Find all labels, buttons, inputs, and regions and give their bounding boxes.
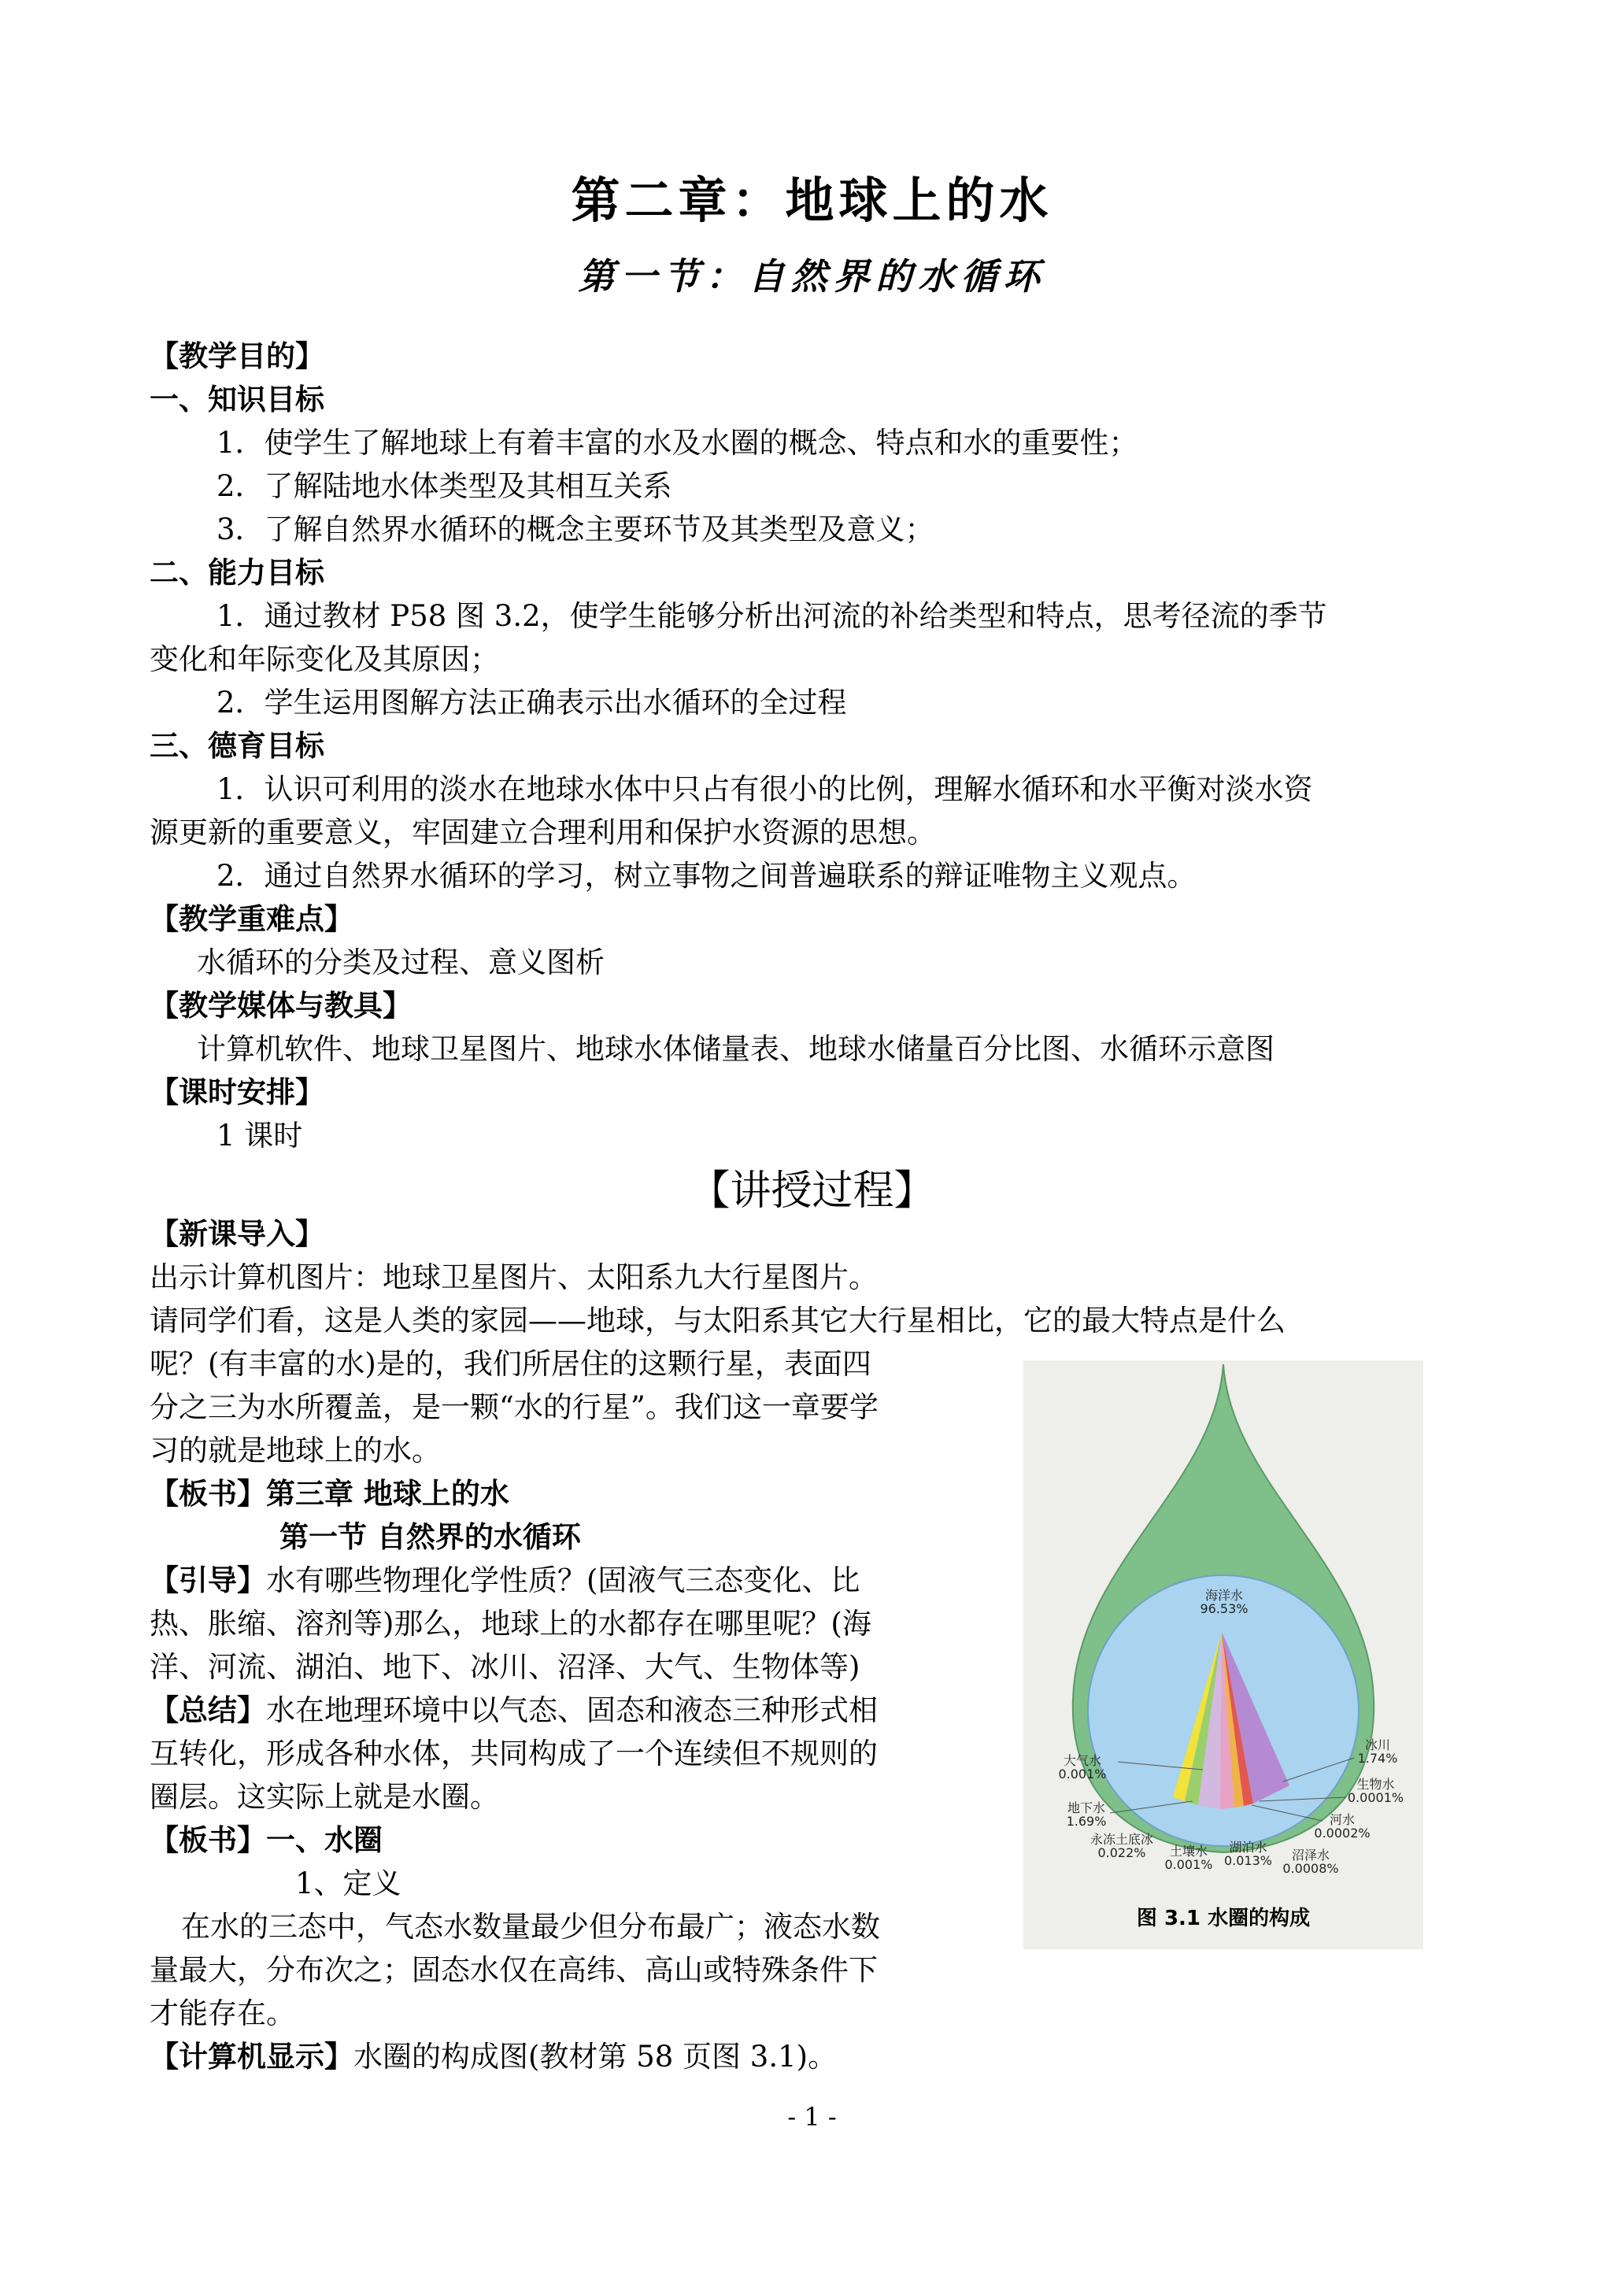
knowledge-item-1: 1．使学生了解地球上有着丰富的水及水圈的概念、特点和水的重要性； <box>216 426 1138 460</box>
chapter-title: 第二章：地球上的水 <box>571 172 1053 229</box>
permafrost-name: 永冻土底冰 <box>1089 1832 1153 1847</box>
intro-line-4: 分之三为水所覆盖，是一颗“水的行星”。我们这一章要学 <box>150 1390 879 1424</box>
board-line-1: 第三章 地球上的水 <box>266 1477 509 1511</box>
ocean-name: 海洋水 <box>1204 1588 1243 1603</box>
media-heading: 【教学媒体与教具】 <box>150 989 412 1023</box>
permafrost-pct: 0.022% <box>1097 1845 1146 1860</box>
river-label <box>1311 1813 1374 1840</box>
permafrost-label <box>1078 1833 1165 1859</box>
soil-pct: 0.001% <box>1164 1857 1213 1872</box>
moral-item-1-line-2: 源更新的重要意义，牢固建立合理利用和保护水资源的思想。 <box>150 816 936 849</box>
ability-item-2: 2．学生运用图解方法正确表示出水循环的全过程 <box>216 686 847 720</box>
glacier-label <box>1346 1738 1409 1765</box>
computer-label: 【计算机显示】 <box>150 2040 353 2074</box>
guide-line-2: 热、胀缩、溶剂等)那么，地球上的水都存在哪里呢？(海 <box>150 1607 871 1641</box>
soil-name: 土壤水 <box>1169 1844 1208 1859</box>
computer-text: 水圈的构成图(教材第 58 页图 3.1)。 <box>353 2040 838 2074</box>
atm-label <box>1047 1754 1118 1781</box>
intro-heading: 【新课导入】 <box>150 1217 324 1251</box>
intro-line-3: 呢？(有丰富的水)是的，我们所居住的这颗行星，表面四 <box>150 1347 871 1381</box>
lake-pct: 0.013% <box>1223 1853 1272 1868</box>
key-points-heading: 【教学重难点】 <box>150 902 353 936</box>
bio-label <box>1338 1778 1413 1804</box>
intro-line-5: 习的就是地球上的水。 <box>150 1434 441 1467</box>
board-note-1 <box>150 1476 509 1512</box>
board2-label: 【板书】 <box>150 1823 266 1857</box>
schedule-text: 1 课时 <box>216 1119 303 1153</box>
swamp-label <box>1275 1848 1346 1875</box>
definition-line-2: 量最大，分布次之；固态水仅在高纬、高山或特殊条件下 <box>150 1953 878 1987</box>
atm-pct: 0.001% <box>1058 1767 1107 1782</box>
summary-line-1: 水在地理环境中以气态、固态和液态三种形式相 <box>266 1693 878 1727</box>
moral-heading: 三、德育目标 <box>150 729 324 763</box>
bio-pct: 0.0001% <box>1347 1790 1404 1805</box>
atm-name: 大气水 <box>1063 1753 1101 1768</box>
knowledge-item-2: 2．了解陆地水体类型及其相互关系 <box>216 469 672 503</box>
board-note-2 <box>150 1822 383 1859</box>
definition-line-3: 才能存在。 <box>150 1996 295 2030</box>
ability-item-1-line-1: 1．通过教材 P58 图 3.2，使学生能够分析出河流的补给类型和特点，思考径流的季节 <box>216 599 1327 633</box>
ground-pct: 1.69% <box>1066 1814 1107 1829</box>
guide-line-1: 水有哪些物理化学性质？(固液气三态变化、比 <box>266 1563 860 1597</box>
summary-line-3: 圈层。这实际上就是水圈。 <box>150 1780 499 1814</box>
moral-item-1-line-1: 1．认识可利用的淡水在地球水体中只占有很小的比例，理解水循环和水平衡对淡水资 <box>216 772 1313 806</box>
guide-line-1-row <box>150 1563 860 1599</box>
board-label: 【板书】 <box>150 1477 266 1511</box>
key-points-text: 水循环的分类及过程、意义图析 <box>197 945 605 979</box>
board2-line-1: 一、水圈 <box>266 1823 383 1857</box>
summary-line-1-row <box>150 1693 878 1729</box>
board-line-2: 第一节 自然界的水循环 <box>279 1520 581 1554</box>
glacier-name: 冰川 <box>1364 1737 1390 1752</box>
schedule-heading: 【课时安排】 <box>150 1075 324 1109</box>
swamp-name: 沼泽水 <box>1291 1848 1330 1863</box>
ocean-label <box>1181 1589 1267 1615</box>
definition-line-1: 在水的三态中，气态水数量最少但分布最广；液态水数 <box>181 1910 880 1944</box>
process-heading: 【讲授过程】 <box>689 1167 935 1215</box>
intro-line-1: 出示计算机图片：地球卫星图片、太阳系九大行星图片。 <box>150 1260 878 1294</box>
summary-line-2: 互转化，形成各种水体，共同构成了一个连续但不规则的 <box>150 1737 878 1770</box>
figure-caption: 图 3.1 水圈的构成 <box>1136 1907 1311 1930</box>
board2-line-2: 1、定义 <box>295 1867 401 1900</box>
media-text: 计算机软件、地球卫星图片、地球水体储量表、地球水储量百分比图、水循环示意图 <box>197 1032 1274 1066</box>
guide-label: 【引导】 <box>150 1563 266 1597</box>
knowledge-item-3: 3．了解自然界水循环的概念主要环节及其类型及意义； <box>216 512 934 546</box>
lake-label <box>1219 1841 1278 1867</box>
section-subtitle: 第一节：自然界的水循环 <box>578 255 1046 298</box>
ability-heading: 二、能力目标 <box>150 556 324 590</box>
knowledge-heading: 一、知识目标 <box>150 383 324 416</box>
objectives-heading: 【教学目的】 <box>150 339 324 373</box>
lake-name: 湖泊水 <box>1229 1840 1267 1855</box>
ocean-pct: 96.53% <box>1200 1601 1249 1616</box>
computer-display-row <box>150 2039 837 2075</box>
guide-line-3: 洋、河流、湖泊、地下、冰川、沼泽、大气、生物体等) <box>150 1650 860 1684</box>
soil-label <box>1161 1844 1216 1871</box>
page-number: - 1 - <box>787 2102 837 2132</box>
glacier-pct: 1.74% <box>1357 1751 1398 1766</box>
moral-item-2: 2．通过自然界水循环的学习，树立事物之间普遍联系的辩证唯物主义观点。 <box>216 859 1197 893</box>
intro-line-2: 请同学们看，这是人类的家园——地球，与太阳系其它大行星相比，它的最大特点是什么 <box>150 1304 1286 1338</box>
swamp-pct: 0.0008% <box>1282 1861 1339 1876</box>
summary-label: 【总结】 <box>150 1693 266 1727</box>
bio-name: 生物水 <box>1356 1777 1395 1792</box>
ability-item-1-line-2: 变化和年际变化及其原因； <box>150 642 499 676</box>
hydrosphere-figure <box>1023 1360 1423 1949</box>
ground-name: 地下水 <box>1067 1800 1105 1815</box>
river-name: 河水 <box>1329 1812 1355 1827</box>
river-pct: 0.0002% <box>1314 1826 1371 1841</box>
ground-label <box>1055 1801 1118 1828</box>
